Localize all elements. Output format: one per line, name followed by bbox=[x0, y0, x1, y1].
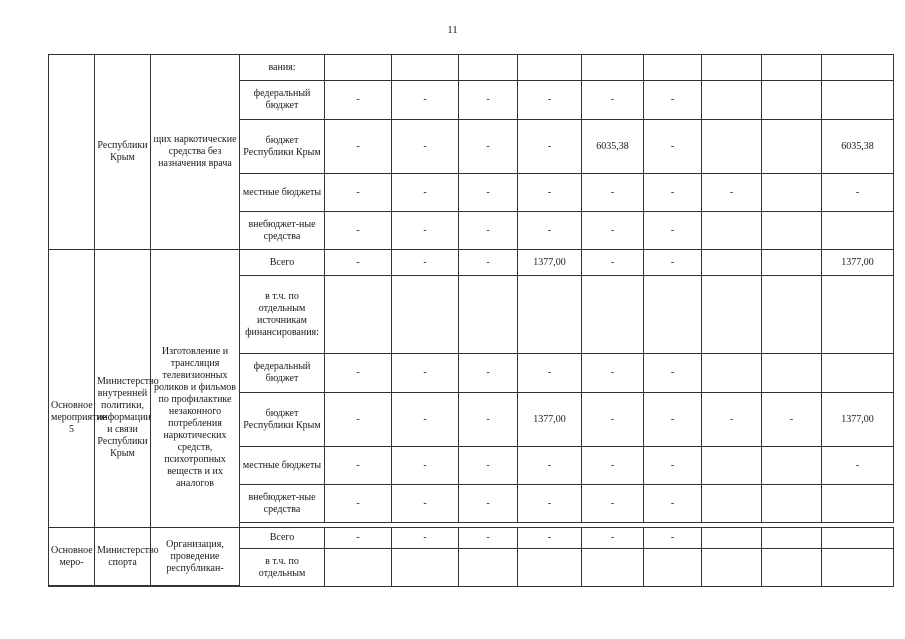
table-cell bbox=[392, 276, 459, 354]
table-cell: - bbox=[518, 528, 582, 549]
table-cell: внебюджет-ные средства bbox=[240, 485, 325, 523]
table-cell: - bbox=[325, 354, 392, 393]
table-cell: Министерство внутренней политики, информации и связи Республики Крым bbox=[95, 250, 151, 586]
table-cell: - bbox=[644, 393, 702, 447]
table-cell bbox=[702, 354, 762, 393]
table-cell bbox=[822, 55, 894, 81]
table-cell: - bbox=[325, 81, 392, 120]
table-cell bbox=[325, 549, 392, 587]
table-cell: - bbox=[582, 393, 644, 447]
table-cell bbox=[822, 354, 894, 393]
table-cell: - bbox=[644, 528, 702, 549]
table-cell: - bbox=[325, 393, 392, 447]
table-cell: - bbox=[644, 447, 702, 485]
table-cell bbox=[459, 549, 518, 587]
table-cell bbox=[762, 174, 822, 212]
table-cell: - bbox=[644, 81, 702, 120]
table-cell: - bbox=[325, 528, 392, 549]
table-cell bbox=[702, 528, 762, 549]
table-cell: Республики Крым bbox=[95, 55, 151, 250]
table-cell: - bbox=[392, 250, 459, 276]
table-cell: - bbox=[644, 174, 702, 212]
table-cell: - bbox=[325, 120, 392, 174]
table-cell: - bbox=[644, 120, 702, 174]
table-cell: федеральный бюджет bbox=[240, 81, 325, 120]
table-cell bbox=[762, 55, 822, 81]
table-row bbox=[49, 528, 894, 549]
table-cell: - bbox=[518, 485, 582, 523]
table-cell bbox=[822, 212, 894, 250]
table-cell: - bbox=[702, 393, 762, 447]
table-cell: - bbox=[325, 250, 392, 276]
table-cell bbox=[644, 276, 702, 354]
table-cell: - bbox=[518, 120, 582, 174]
table-cell: - bbox=[325, 447, 392, 485]
table-cell bbox=[392, 55, 459, 81]
table-cell: - bbox=[582, 528, 644, 549]
table-cell bbox=[822, 528, 894, 549]
table-cell: - bbox=[822, 447, 894, 485]
table-cell bbox=[822, 81, 894, 120]
table-cell bbox=[762, 354, 822, 393]
table-cell: - bbox=[459, 81, 518, 120]
table-cell: - bbox=[582, 81, 644, 120]
table-cell: - bbox=[392, 354, 459, 393]
table-cell bbox=[702, 120, 762, 174]
table-cell: - bbox=[518, 81, 582, 120]
table-cell: Организация, проведение республикан- bbox=[151, 528, 240, 587]
table-cell: в т.ч. по отдельным источникам финансирования: bbox=[240, 276, 325, 354]
table-cell: - bbox=[644, 212, 702, 250]
table-cell bbox=[702, 250, 762, 276]
table-cell: 6035,38 bbox=[582, 120, 644, 174]
budget-table bbox=[48, 54, 894, 586]
budget-table-continued bbox=[48, 527, 894, 587]
table-cell bbox=[762, 447, 822, 485]
table-cell: 1377,00 bbox=[822, 250, 894, 276]
table-cell bbox=[459, 55, 518, 81]
table-cell: бюджет Республики Крым bbox=[240, 120, 325, 174]
table-cell bbox=[762, 212, 822, 250]
table-cell: - bbox=[644, 250, 702, 276]
table-cell: - bbox=[459, 174, 518, 212]
table-cell: - bbox=[518, 447, 582, 485]
table-cell bbox=[582, 276, 644, 354]
table-cell bbox=[325, 276, 392, 354]
table-cell bbox=[702, 447, 762, 485]
table-cell: 1377,00 bbox=[822, 393, 894, 447]
table-cell bbox=[459, 276, 518, 354]
table-cell: Всего bbox=[240, 250, 325, 276]
table-cell bbox=[762, 120, 822, 174]
table-cell: - bbox=[392, 485, 459, 523]
table-row bbox=[49, 250, 894, 276]
table-cell: - bbox=[459, 528, 518, 549]
table-cell: - bbox=[459, 120, 518, 174]
table-cell: - bbox=[518, 354, 582, 393]
table-cell: - bbox=[582, 174, 644, 212]
table-cell: внебюджет-ные средства bbox=[240, 212, 325, 250]
table-cell: - bbox=[459, 447, 518, 485]
table-cell: 1377,00 bbox=[518, 393, 582, 447]
table-cell: - bbox=[459, 250, 518, 276]
table-cell: вания: bbox=[240, 55, 325, 81]
page-number: 11 bbox=[447, 24, 458, 36]
table-cell bbox=[702, 276, 762, 354]
table-cell bbox=[702, 81, 762, 120]
table-cell: - bbox=[392, 447, 459, 485]
table-cell: местные бюджеты bbox=[240, 174, 325, 212]
table-cell: Основное меро- bbox=[49, 528, 95, 587]
table-cell: - bbox=[459, 393, 518, 447]
table-cell: Министерство спорта bbox=[95, 528, 151, 587]
table-cell: - bbox=[582, 485, 644, 523]
table-cell: - bbox=[459, 212, 518, 250]
table-cell: - bbox=[392, 528, 459, 549]
table-cell bbox=[762, 81, 822, 120]
table-cell bbox=[702, 55, 762, 81]
table-row bbox=[49, 55, 894, 81]
table-cell: - bbox=[582, 250, 644, 276]
table-cell bbox=[582, 55, 644, 81]
table-cell bbox=[392, 549, 459, 587]
table-cell: - bbox=[582, 354, 644, 393]
table-cell bbox=[644, 55, 702, 81]
table-cell bbox=[702, 485, 762, 523]
table-cell: местные бюджеты bbox=[240, 447, 325, 485]
table-cell bbox=[644, 549, 702, 587]
table-cell bbox=[325, 55, 392, 81]
table-cell: - bbox=[459, 485, 518, 523]
table-cell bbox=[762, 485, 822, 523]
table-cell: - bbox=[325, 212, 392, 250]
table-cell: - bbox=[518, 174, 582, 212]
table-cell: Основное мероприятие 5 bbox=[49, 250, 95, 586]
table-cell: - bbox=[582, 447, 644, 485]
table-cell: - bbox=[644, 485, 702, 523]
table-cell bbox=[762, 528, 822, 549]
table-cell bbox=[702, 212, 762, 250]
table-cell: - bbox=[459, 354, 518, 393]
table-cell: - bbox=[644, 354, 702, 393]
table-cell bbox=[518, 276, 582, 354]
table-cell: - bbox=[582, 212, 644, 250]
table-cell: бюджет Республики Крым bbox=[240, 393, 325, 447]
table-cell bbox=[49, 55, 95, 250]
table-cell: Изготовление и трансляция телевизионных роликов и фильмов по профилактике незаконного потребления наркотических средств, психотропных веществ и их аналогов bbox=[151, 250, 240, 586]
table-cell bbox=[762, 250, 822, 276]
table-cell bbox=[822, 276, 894, 354]
table-cell: 6035,38 bbox=[822, 120, 894, 174]
table-cell: - bbox=[822, 174, 894, 212]
table-cell bbox=[702, 549, 762, 587]
table-cell: федеральный бюджет bbox=[240, 354, 325, 393]
table-cell bbox=[822, 485, 894, 523]
table-cell bbox=[518, 549, 582, 587]
table-cell: - bbox=[392, 81, 459, 120]
table-cell: - bbox=[392, 393, 459, 447]
table-cell: - bbox=[392, 212, 459, 250]
table-cell bbox=[762, 276, 822, 354]
table-cell: щих наркотические средства без назначения врача bbox=[151, 55, 240, 250]
table-cell bbox=[822, 549, 894, 587]
table-cell: в т.ч. по отдельным bbox=[240, 549, 325, 587]
table-cell: - bbox=[762, 393, 822, 447]
table-cell: 1377,00 bbox=[518, 250, 582, 276]
table-cell: - bbox=[325, 485, 392, 523]
table-cell: - bbox=[325, 174, 392, 212]
table-cell: - bbox=[392, 120, 459, 174]
table-cell: Всего bbox=[240, 528, 325, 549]
table-cell: - bbox=[518, 212, 582, 250]
table-cell bbox=[518, 55, 582, 81]
table-cell bbox=[582, 549, 644, 587]
table-cell: - bbox=[702, 174, 762, 212]
table-cell: - bbox=[392, 174, 459, 212]
table-cell bbox=[762, 549, 822, 587]
